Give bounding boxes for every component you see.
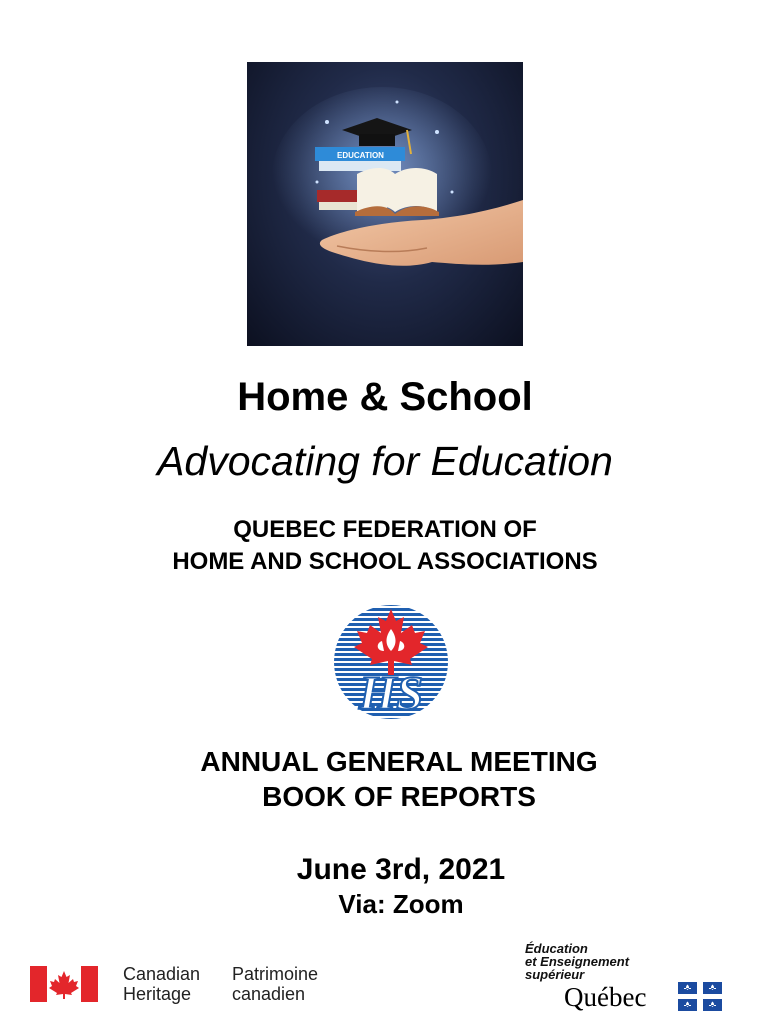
quebec-flag-icon bbox=[678, 982, 722, 1011]
organization-name-line1: QUEBEC FEDERATION OF bbox=[233, 516, 537, 543]
quebec-wordmark: Québec bbox=[564, 982, 647, 1012]
cover-hero-image bbox=[247, 62, 523, 346]
quebec-ministry-line1: Éducation bbox=[525, 941, 588, 956]
page-subtitle: Advocating for Education bbox=[157, 438, 613, 484]
book-spine-text: EDUCATION bbox=[337, 151, 384, 160]
page-title: Home & School bbox=[237, 375, 533, 419]
patrimoine-line1: Patrimoine bbox=[232, 964, 319, 984]
meeting-title-line1: ANNUAL GENERAL MEETING bbox=[200, 746, 598, 777]
quebec-ministry-line3: supérieur bbox=[525, 967, 585, 982]
patrimoine-line2: canadien bbox=[232, 984, 306, 1004]
canadian-heritage-french bbox=[232, 964, 318, 1004]
quebec-ministry-line2: et Enseignement bbox=[525, 954, 630, 969]
canadian-heritage-line2: Heritage bbox=[123, 984, 192, 1004]
canadian-heritage-english bbox=[123, 964, 200, 1004]
qfhsa-emblem-icon bbox=[330, 603, 452, 721]
emblem-letters: HS bbox=[358, 667, 424, 720]
meeting-venue: Via: Zoom bbox=[338, 889, 464, 919]
organization-name bbox=[0, 514, 770, 578]
canada-flag-icon bbox=[30, 966, 98, 1002]
quebec-ministry-name bbox=[525, 942, 629, 981]
hand-holding-books-icon bbox=[247, 62, 523, 346]
canadian-heritage-line1: Canadian bbox=[123, 964, 201, 984]
meeting-title bbox=[14, 744, 770, 814]
meeting-title-line2: BOOK OF REPORTS bbox=[262, 781, 536, 812]
meeting-date: June 3rd, 2021 bbox=[296, 853, 506, 886]
organization-name-line2: HOME AND SCHOOL ASSOCIATIONS bbox=[172, 548, 598, 575]
